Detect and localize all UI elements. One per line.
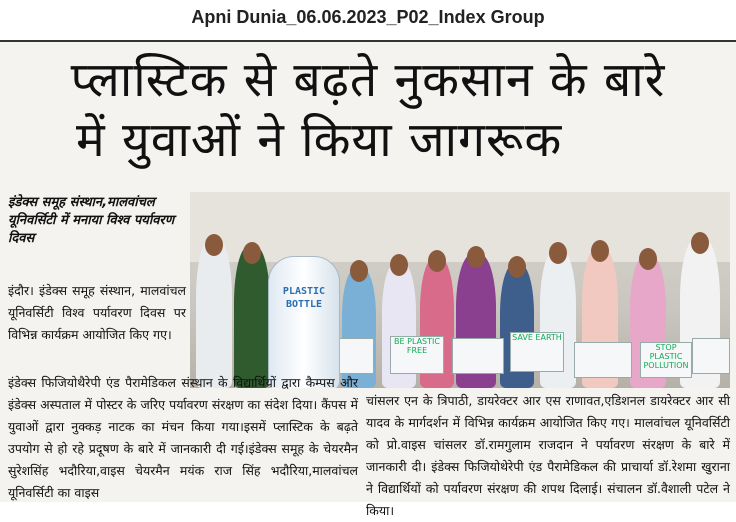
headline-line-1: प्लास्टिक से बढ़ते नुकसान के बारे (70, 52, 666, 108)
newspaper-clipping (0, 40, 736, 518)
person-head (390, 254, 408, 276)
poster-text: STOP PLASTIC POLLUTION (643, 343, 689, 370)
person-head (205, 234, 223, 256)
bottle-label: PLASTIC BOTTLE (282, 286, 326, 310)
person-head (591, 240, 609, 262)
article-right-column: चांसलर एन के त्रिपाठी, डायरेक्टर आर एस राणावत,एडिशनल डायरेक्टर आर सी यादव के मार्गदर्शन में विभिन्न कार्यक्रम आयोजित किए गए। मालवांचल यूनिवर्सिटी को प्रो.वाइस चांसलर डॉ.रामगुलाम राजदान ने पर्यावरण संरक्षण के बारे में जानकारी दी। इंडेक्स फिजियोथेरेपी एंड पैरामेडिकल की प्राचार्या डॉ.रेशमा खुराना ने विद्यार्थियों को पर्यावरण संरक्षण की शपथ दिलाई। संचालन डॉ.वैशाली पटेल ने किया। (366, 393, 730, 518)
poster-text: SAVE EARTH (512, 333, 562, 342)
person-head (549, 242, 567, 264)
poster-text: BE PLASTIC FREE (394, 337, 440, 355)
poster-board (510, 332, 564, 372)
news-photo (190, 192, 730, 388)
poster-board (692, 338, 730, 374)
poster-board (574, 342, 632, 378)
plastic-bottle-prop (268, 256, 340, 388)
headline (6, 50, 730, 170)
person-head (639, 248, 657, 270)
person-head (243, 242, 261, 264)
person-head (350, 260, 368, 282)
person-head (428, 250, 446, 272)
person-head (508, 256, 526, 278)
clip-caption: Apni Dunia_06.06.2023_P02_Index Group (191, 7, 545, 27)
poster-board (452, 338, 504, 374)
subheading: इंडेक्स समूह संस्थान,मालवांचल यूनिवर्सिटी में मनाया विश्व पर्यावरण दिवस (8, 195, 175, 246)
poster-board (640, 342, 692, 378)
article-intro: इंदौर। इंडेक्स समूह संस्थान, मालवांचल यूनिवर्सिटी विश्व पर्यावरण दिवस पर विभिन्न कार्यक्रम आयोजित किए गए। (8, 283, 186, 342)
person (234, 246, 270, 388)
person-head (467, 246, 485, 268)
person (196, 238, 232, 388)
headline-line-2: में युवाओं ने किया जागरूक (76, 112, 563, 168)
person-head (691, 232, 709, 254)
poster-board (390, 336, 444, 374)
article-left-column: इंडेक्स फिजियोथैरेपी एंड पैरामेडिकल संस्थान के विद्यार्थियों द्वारा कैम्पस और इंडेक्स अस्पताल में पोस्टर के जरिए पर्यावरण संरक्षण का संदेश दिया। कैंपस में युवाओं द्वारा नुक्कड़ नाटक का मंचन किया गया।इसमें प्लास्टिक के बढ़ते उपयोग से हो रहे प्रदूषण के बारे में जानकारी दी गई।इंडेक्स समूह के चेयरमैन सुरेशसिंह भदौरिया,वाइस चेयरमैन मयंक राज सिंह भदौरिया,मालवांचल यूनिवर्सिटी का वाइस (8, 375, 358, 500)
